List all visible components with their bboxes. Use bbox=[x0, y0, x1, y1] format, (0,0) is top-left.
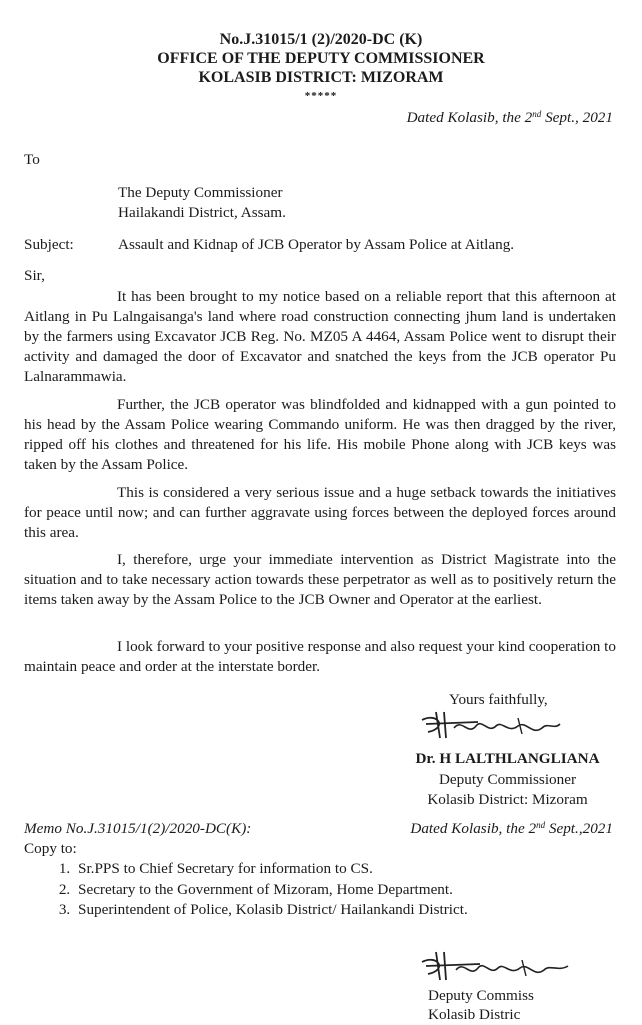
copy-list-item: 3. Superintendent of Police, Kolasib District/ Hailankandi District. bbox=[74, 900, 634, 921]
date-sup: nd bbox=[532, 109, 542, 119]
district-title: KOLASIB DISTRICT: MIZORAM bbox=[198, 69, 444, 86]
body-paragraph-4: I, therefore, urge your immediate intervention as District Magistrate into the situation and to take necessary action towards these perpetrator as well as to positively return the items taken away by the Assam Police to the JCB Owner and Operator at the earliest. bbox=[24, 551, 616, 608]
date-prefix: Dated Kolasib, the 2 bbox=[406, 109, 533, 126]
signatory-district: Kolasib District: Mizoram bbox=[427, 791, 588, 808]
memo-date bbox=[410, 819, 613, 839]
office-title: OFFICE OF THE DEPUTY COMMISSIONER bbox=[157, 50, 485, 67]
copy-to-label: Copy to: bbox=[24, 840, 77, 857]
reference-number: No.J.31015/1 (2)/2020-DC (K) bbox=[219, 31, 423, 48]
header-stars: ***** bbox=[304, 90, 338, 102]
footer-signature-image bbox=[418, 948, 588, 982]
body-paragraph-1: It has been brought to my notice based on a reliable report that this afternoon at Aitlang in Pu Lalngaisanga's land where road construction connecting jhum land is undertaken by the farmers using Excavator JCB Reg. No. MZ05 A 4464, Assam Police went to disrupt their activity and damaged the door of Excavator and snatched the keys from the JCB operator Pu Lalnarammawia. bbox=[24, 288, 616, 385]
memo-date-suffix: Sept.,2021 bbox=[545, 820, 613, 837]
recipient-line-2: Hailakandi District, Assam. bbox=[118, 204, 286, 221]
signatory-name: Dr. H LALTHLANGLIANA bbox=[415, 750, 600, 767]
subject-label: Subject: bbox=[24, 236, 74, 253]
footer-district: Kolasib Distric bbox=[428, 1006, 521, 1023]
copy-list-item: 2. Secretary to the Government of Mizoram, Home Department. bbox=[74, 880, 634, 901]
recipient-line-1: The Deputy Commissioner bbox=[118, 184, 283, 201]
memo-date-sup: nd bbox=[536, 820, 546, 830]
yours-faithfully: Yours faithfully, bbox=[449, 691, 548, 708]
signature-image bbox=[418, 708, 578, 742]
memo-date-prefix: Dated Kolasib, the 2 bbox=[410, 820, 537, 837]
memo-number: Memo No.J.31015/1(2)/2020-DC(K): bbox=[24, 820, 252, 837]
body-paragraph-3: This is considered a very serious issue and a huge setback towards the initiatives for peace until now; and can further aggravate using forces between the deployed forces around this area. bbox=[24, 484, 616, 541]
date-line bbox=[407, 108, 613, 128]
signatory-designation: Deputy Commissioner bbox=[438, 771, 577, 788]
copy-list-item: 1. Sr.PPS to Chief Secretary for information to CS. bbox=[74, 859, 634, 880]
body-paragraph-2: Further, the JCB operator was blindfolded and kidnapped with a gun pointed to his head by the Assam Police wearing Commando uniform. He was then dragged by the river, ripped off his clothes and threatened for his life. His mobile Phone along with JCB keys was taken by the Assam Police. bbox=[24, 396, 616, 473]
body-paragraph-5: I look forward to your positive response and also request your kind cooperation to maintain peace and order at the interstate border. bbox=[24, 638, 616, 675]
footer-designation: Deputy Commiss bbox=[428, 987, 534, 1004]
salutation: Sir, bbox=[24, 267, 45, 284]
date-suffix: Sept., 2021 bbox=[541, 109, 613, 126]
subject-text: Assault and Kidnap of JCB Operator by Assam Police at Aitlang. bbox=[118, 236, 515, 253]
to-label: To bbox=[24, 151, 40, 168]
copy-list bbox=[24, 859, 634, 921]
